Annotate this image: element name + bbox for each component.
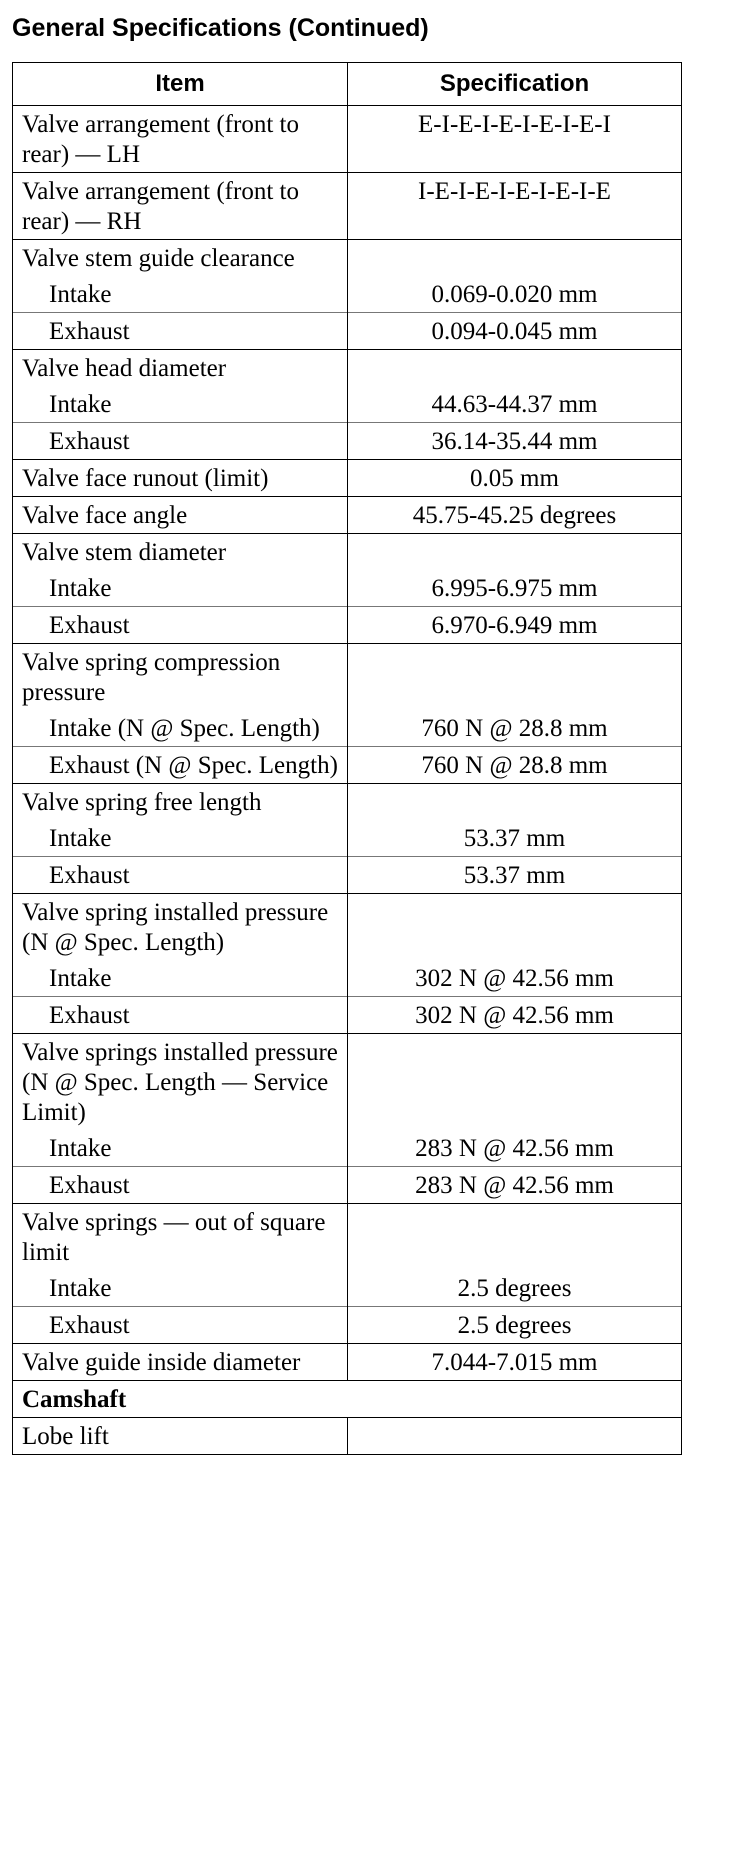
item-cell: Intake	[13, 570, 348, 607]
item-cell: Valve spring compression pressure	[13, 644, 348, 711]
spec-cell: I-E-I-E-I-E-I-E-I-E	[348, 173, 682, 240]
item-cell: Valve springs — out of square limit	[13, 1204, 348, 1271]
spec-cell: 283 N @ 42.56 mm	[348, 1130, 682, 1167]
table-row	[13, 1130, 682, 1167]
spec-cell: 44.63-44.37 mm	[348, 386, 682, 423]
spec-cell: 0.069-0.020 mm	[348, 276, 682, 313]
item-cell: Exhaust	[13, 313, 348, 350]
table-row	[13, 497, 682, 534]
table-row	[13, 894, 682, 961]
item-cell: Exhaust	[13, 607, 348, 644]
item-cell: Valve face angle	[13, 497, 348, 534]
table-row	[13, 386, 682, 423]
spec-cell: 0.05 mm	[348, 460, 682, 497]
item-cell: Valve stem guide clearance	[13, 240, 348, 277]
spec-cell: 302 N @ 42.56 mm	[348, 997, 682, 1034]
table-row	[13, 1034, 682, 1131]
spec-cell	[348, 1418, 682, 1455]
table-row	[13, 1418, 682, 1455]
table-row	[13, 960, 682, 997]
table-row	[13, 240, 682, 277]
page-title: General Specifications (Continued)	[12, 14, 429, 42]
item-cell: Valve face runout (limit)	[13, 460, 348, 497]
table-row	[13, 460, 682, 497]
item-cell: Intake	[13, 276, 348, 313]
spec-cell	[348, 534, 682, 571]
item-cell: Exhaust	[13, 1167, 348, 1204]
table-row	[13, 1307, 682, 1344]
spec-cell	[348, 1204, 682, 1271]
item-cell: Exhaust	[13, 997, 348, 1034]
spec-cell: 760 N @ 28.8 mm	[348, 747, 682, 784]
header-spec: Specification	[348, 63, 682, 106]
table-row	[13, 1270, 682, 1307]
spec-cell: 2.5 degrees	[348, 1270, 682, 1307]
category-row	[13, 1381, 682, 1418]
spec-cell	[348, 784, 682, 821]
table-row	[13, 534, 682, 571]
spec-cell: 6.970-6.949 mm	[348, 607, 682, 644]
item-cell: Valve arrangement (front to rear) — RH	[13, 173, 348, 240]
spec-cell	[348, 1034, 682, 1131]
item-cell: Valve springs installed pressure (N @ Spec. Length — Service Limit)	[13, 1034, 348, 1131]
item-cell: Intake	[13, 1130, 348, 1167]
table-row	[13, 710, 682, 747]
table-row	[13, 276, 682, 313]
table-row	[13, 1167, 682, 1204]
item-cell: Lobe lift	[13, 1418, 348, 1455]
spec-cell: 36.14-35.44 mm	[348, 423, 682, 460]
item-cell: Valve spring installed pressure (N @ Spec. Length)	[13, 894, 348, 961]
spec-cell	[348, 894, 682, 961]
table-row	[13, 173, 682, 240]
table-row	[13, 106, 682, 173]
table-row	[13, 997, 682, 1034]
table-row	[13, 313, 682, 350]
spec-cell: E-I-E-I-E-I-E-I-E-I	[348, 106, 682, 173]
category-cell-camshaft: Camshaft	[13, 1381, 682, 1418]
item-cell: Exhaust	[13, 1307, 348, 1344]
spec-cell	[348, 240, 682, 277]
table-row	[13, 1204, 682, 1271]
table-row	[13, 820, 682, 857]
spec-cell	[348, 350, 682, 387]
table-row	[13, 1344, 682, 1381]
table-row	[13, 857, 682, 894]
item-cell: Exhaust (N @ Spec. Length)	[13, 747, 348, 784]
spec-cell: 283 N @ 42.56 mm	[348, 1167, 682, 1204]
spec-cell: 302 N @ 42.56 mm	[348, 960, 682, 997]
spec-cell: 7.044-7.015 mm	[348, 1344, 682, 1381]
table-row	[13, 747, 682, 784]
spec-cell: 53.37 mm	[348, 820, 682, 857]
spec-cell: 6.995-6.975 mm	[348, 570, 682, 607]
item-cell: Valve guide inside diameter	[13, 1344, 348, 1381]
spec-cell: 53.37 mm	[348, 857, 682, 894]
item-cell: Valve arrangement (front to rear) — LH	[13, 106, 348, 173]
item-cell: Intake	[13, 960, 348, 997]
item-cell: Valve spring free length	[13, 784, 348, 821]
spec-table	[12, 62, 682, 1455]
spec-cell: 2.5 degrees	[348, 1307, 682, 1344]
item-cell: Valve head diameter	[13, 350, 348, 387]
item-cell: Intake	[13, 1270, 348, 1307]
spec-cell: 45.75-45.25 degrees	[348, 497, 682, 534]
header-item: Item	[13, 63, 348, 106]
item-cell: Intake	[13, 820, 348, 857]
table-row	[13, 644, 682, 711]
item-cell: Valve stem diameter	[13, 534, 348, 571]
table-row	[13, 784, 682, 821]
table-row	[13, 350, 682, 387]
spec-cell: 0.094-0.045 mm	[348, 313, 682, 350]
table-row	[13, 423, 682, 460]
item-cell: Intake (N @ Spec. Length)	[13, 710, 348, 747]
table-header-row	[13, 63, 682, 106]
item-cell: Intake	[13, 386, 348, 423]
table-row	[13, 607, 682, 644]
spec-cell: 760 N @ 28.8 mm	[348, 710, 682, 747]
item-cell: Exhaust	[13, 423, 348, 460]
table-row	[13, 570, 682, 607]
spec-cell	[348, 644, 682, 711]
item-cell: Exhaust	[13, 857, 348, 894]
